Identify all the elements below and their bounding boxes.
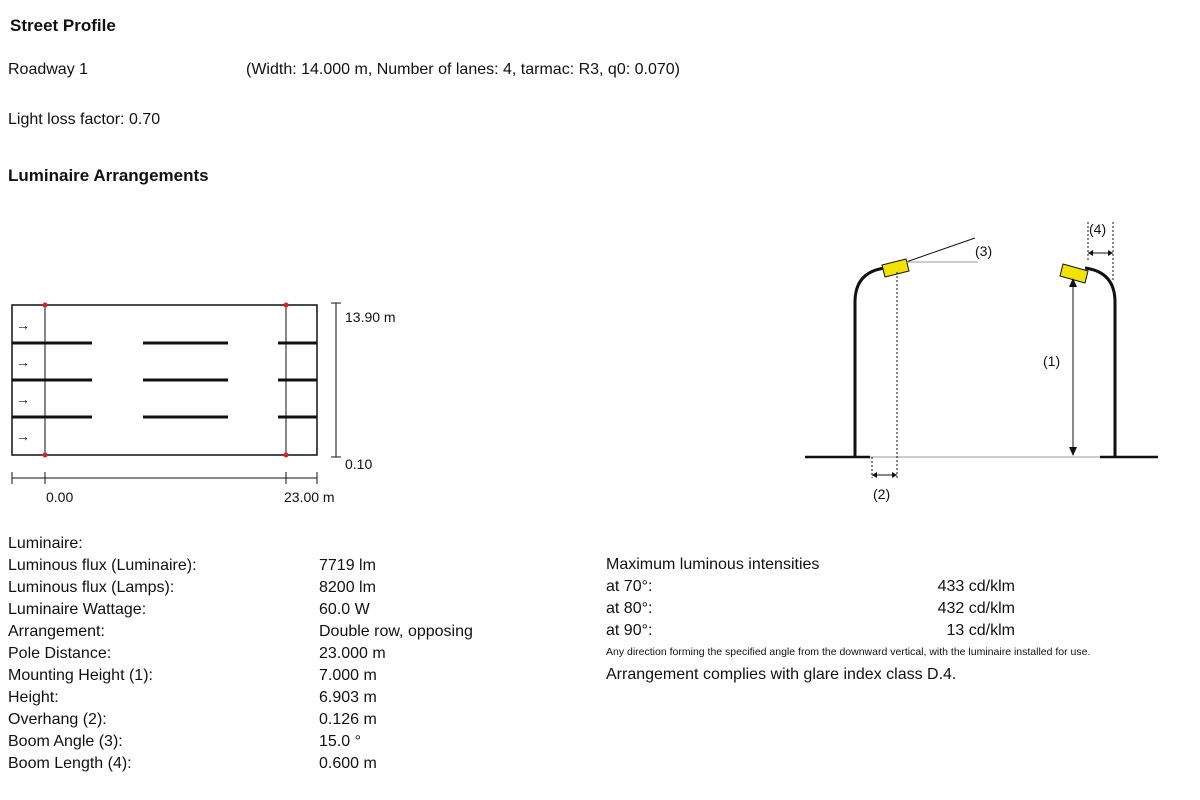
spec-value: 23.000 m bbox=[319, 645, 386, 662]
intensity-value: 432 cd/klm bbox=[937, 600, 1015, 617]
intensity-label: at 90°: bbox=[606, 622, 653, 639]
spec-value: 0.600 m bbox=[319, 755, 377, 772]
spec-label: Mounting Height (1): bbox=[8, 667, 153, 684]
spec-label: Boom Length (4): bbox=[8, 755, 132, 772]
street-profile-title: Street Profile bbox=[10, 16, 116, 35]
spec-value: 0.126 m bbox=[319, 711, 377, 728]
plan-view bbox=[12, 303, 396, 506]
spec-label: Luminaire Wattage: bbox=[8, 601, 147, 618]
intensity-label: at 80°: bbox=[606, 600, 653, 617]
pole-left bbox=[855, 268, 885, 457]
spec-label: Pole Distance: bbox=[8, 645, 112, 662]
mounting-height-label: (1) bbox=[1043, 353, 1061, 369]
boom-length-label: (4) bbox=[1089, 221, 1107, 237]
spec-label: Arrangement: bbox=[8, 623, 105, 640]
lane-arrow-icon: → bbox=[16, 354, 30, 370]
spec-value: 6.903 m bbox=[319, 689, 377, 706]
spec-value: 7.000 m bbox=[319, 667, 377, 684]
intensity-value: 13 cd/klm bbox=[946, 622, 1015, 639]
roadway-details: (Width: 14.000 m, Number of lanes: 4, tarmac: R3, q0: 0.070) bbox=[246, 61, 680, 78]
pole-marker bbox=[43, 453, 48, 458]
intensity-note: Any direction forming the specified angle from the downward vertical, with the luminaire installed for use. bbox=[606, 646, 1091, 658]
spec-value: 15.0 ° bbox=[319, 733, 361, 750]
overhang-label: (2) bbox=[873, 486, 891, 502]
pole-marker bbox=[284, 453, 289, 458]
spec-value: 8200 lm bbox=[319, 579, 376, 596]
lane-arrow-icon: → bbox=[16, 317, 30, 333]
spec-label: Height: bbox=[8, 689, 59, 706]
spec-label: Boom Angle (3): bbox=[8, 733, 123, 750]
lane-markings bbox=[12, 343, 317, 417]
side-view bbox=[805, 221, 1158, 502]
pole-right bbox=[1085, 268, 1115, 457]
intensity-value: 433 cd/klm bbox=[937, 578, 1015, 595]
length-end-label: 23.00 m bbox=[284, 489, 335, 505]
luminaire-left bbox=[882, 259, 909, 277]
luminaire-arrangements-title: Luminaire Arrangements bbox=[8, 166, 209, 185]
spec-label: Overhang (2): bbox=[8, 711, 107, 728]
lane-arrow-icon: → bbox=[16, 391, 30, 407]
glare-compliance: Arrangement complies with glare index class D.4. bbox=[606, 666, 957, 683]
boom-angle-label: (3) bbox=[975, 243, 993, 259]
specs-header: Luminaire: bbox=[8, 535, 83, 552]
intensities-header: Maximum luminous intensities bbox=[606, 556, 820, 573]
lane-arrow-icon: → bbox=[16, 428, 30, 444]
roadway-name: Roadway 1 bbox=[8, 61, 89, 78]
width-bottom-label: 0.10 bbox=[345, 456, 373, 472]
width-top-label: 13.90 m bbox=[345, 309, 396, 325]
pole-marker bbox=[43, 303, 48, 308]
spec-label: Luminous flux (Luminaire): bbox=[8, 557, 197, 574]
spec-value: 7719 lm bbox=[319, 557, 376, 574]
intensity-label: at 70°: bbox=[606, 578, 653, 595]
luminaire-right bbox=[1060, 264, 1088, 283]
pole-marker bbox=[284, 303, 289, 308]
spec-value: Double row, opposing bbox=[319, 623, 473, 640]
spec-label: Luminous flux (Lamps): bbox=[8, 579, 175, 596]
length-start-label: 0.00 bbox=[46, 489, 74, 505]
spec-value: 60.0 W bbox=[319, 601, 370, 618]
light-loss-factor: Light loss factor: 0.70 bbox=[8, 111, 161, 128]
